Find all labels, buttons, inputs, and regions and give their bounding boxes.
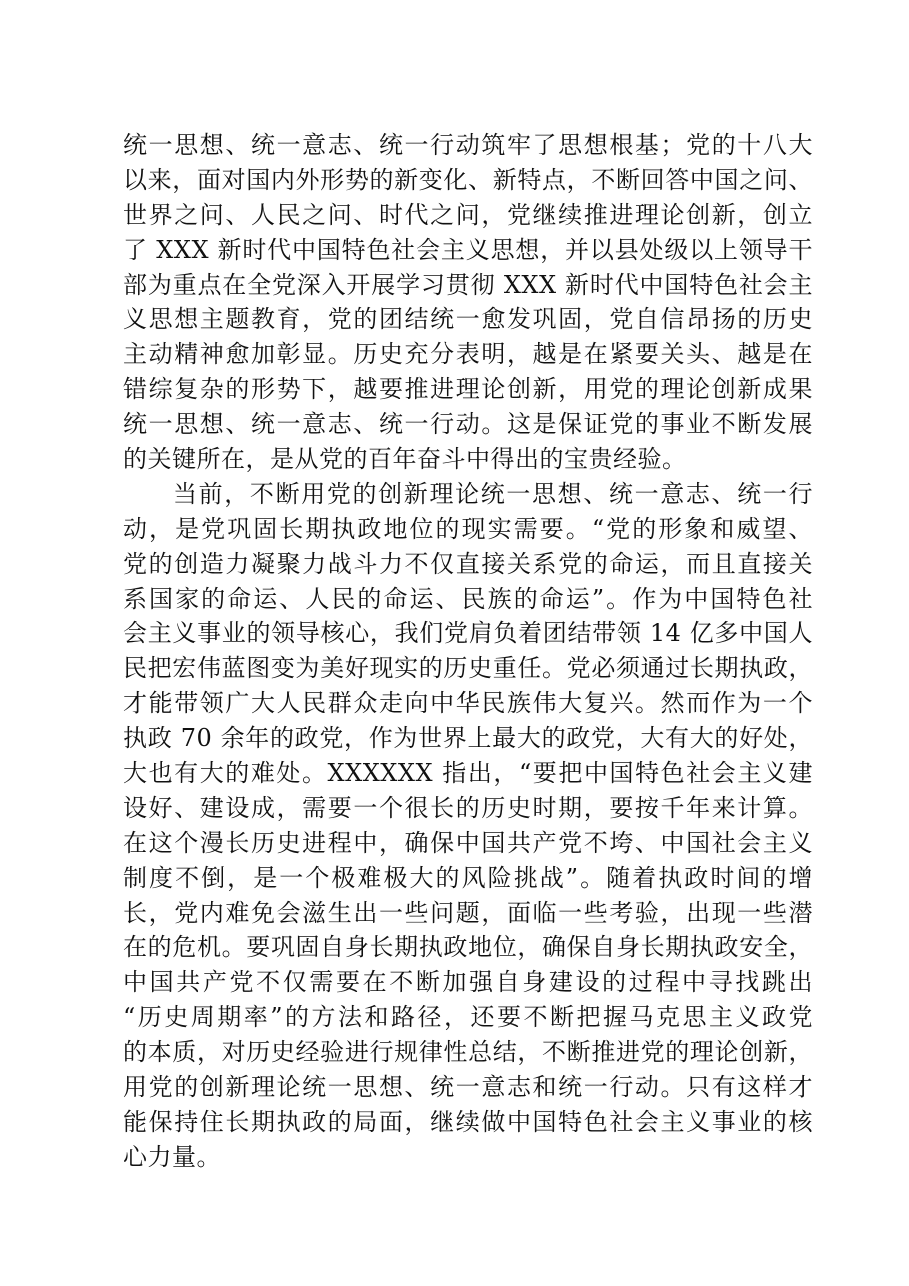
text-line: 系国家的命运、人民的命运、民族的命运”。作为中国特色社: [123, 584, 813, 613]
text-line: 部为重点在全党深入开展学习贯彻 XXX 新时代中国特色社会主: [123, 270, 813, 299]
text-line: 主动精神愈加彰显。历史充分表明，越是在紧要关头、越是在: [123, 340, 813, 369]
paragraph-2: [123, 477, 813, 1175]
text-line: 统一思想、统一意志、统一行动筑牢了思想根基；党的十八大: [123, 131, 813, 159]
text-line: 心力量。: [123, 1142, 221, 1171]
text-line: 执政 70 余年的政党，作为世界上最大的政党，大有大的好处，: [123, 724, 813, 753]
text-line: 义思想主题教育，党的团结统一愈发巩固，党自信昂扬的历史: [123, 305, 813, 334]
text-line: “历史周期率”的方法和路径，还要不断把握马克思主义政党: [123, 1003, 813, 1032]
text-line: 民把宏伟蓝图变为美好现实的历史重任。党必须通过长期执政，: [123, 654, 813, 683]
text-line: 长，党内难免会滋生出一些问题，面临一些考验，出现一些潜: [123, 898, 813, 927]
text-line: 当前，不断用党的创新理论统一思想、统一意志、统一行: [173, 479, 813, 508]
text-line: 大也有大的难处。XXXXXX 指出，“要把中国特色社会主义建: [123, 759, 813, 788]
text-line: 设好、建设成，需要一个很长的历史时期，要按千年来计算。: [123, 793, 813, 822]
text-line: 动，是党巩固长期执政地位的现实需要。“党的形象和威望、: [123, 514, 813, 543]
text-line: 党的创造力凝聚力战斗力不仅直接关系党的命运，而且直接关: [123, 549, 813, 578]
text-line: 在的危机。要巩固自身长期执政地位，确保自身长期执政安全，: [123, 933, 813, 962]
text-line: 才能带领广大人民群众走向中华民族伟大复兴。然而作为一个: [123, 689, 813, 718]
text-line: 制度不倒，是一个极难极大的风险挑战”。随着执政时间的增: [123, 863, 813, 892]
text-line: 了 XXX 新时代中国特色社会主义思想，并以县处级以上领导干: [123, 235, 813, 264]
text-line: 会主义事业的领导核心，我们党肩负着团结带领 14 亿多中国人: [123, 619, 813, 648]
text-line: 能保持住长期执政的局面，继续做中国特色社会主义事业的核: [123, 1107, 813, 1136]
text-line: 世界之问、人民之问、时代之问，党继续推进理论创新，创立: [123, 200, 813, 229]
document-body: [123, 128, 813, 1175]
text-line: 在这个漫长历史进程中，确保中国共产党不垮、中国社会主义: [123, 828, 813, 857]
text-line: 中国共产党不仅需要在不断加强自身建设的过程中寻找跳出: [123, 968, 813, 997]
text-line: 统一思想、统一意志、统一行动。这是保证党的事业不断发展: [123, 410, 813, 439]
text-line: 的本质，对历史经验进行规律性总结，不断推进党的理论创新，: [123, 1038, 813, 1067]
text-line: 的关键所在，是从党的百年奋斗中得出的宝贵经验。: [123, 445, 687, 474]
paragraph-1: [123, 128, 813, 477]
text-line: 错综复杂的形势下，越要推进理论创新，用党的理论创新成果: [123, 375, 813, 404]
text-line: 以来，面对国内外形势的新变化、新特点，不断回答中国之问、: [123, 165, 813, 194]
text-line: 用党的创新理论统一思想、统一意志和统一行动。只有这样才: [123, 1073, 813, 1102]
